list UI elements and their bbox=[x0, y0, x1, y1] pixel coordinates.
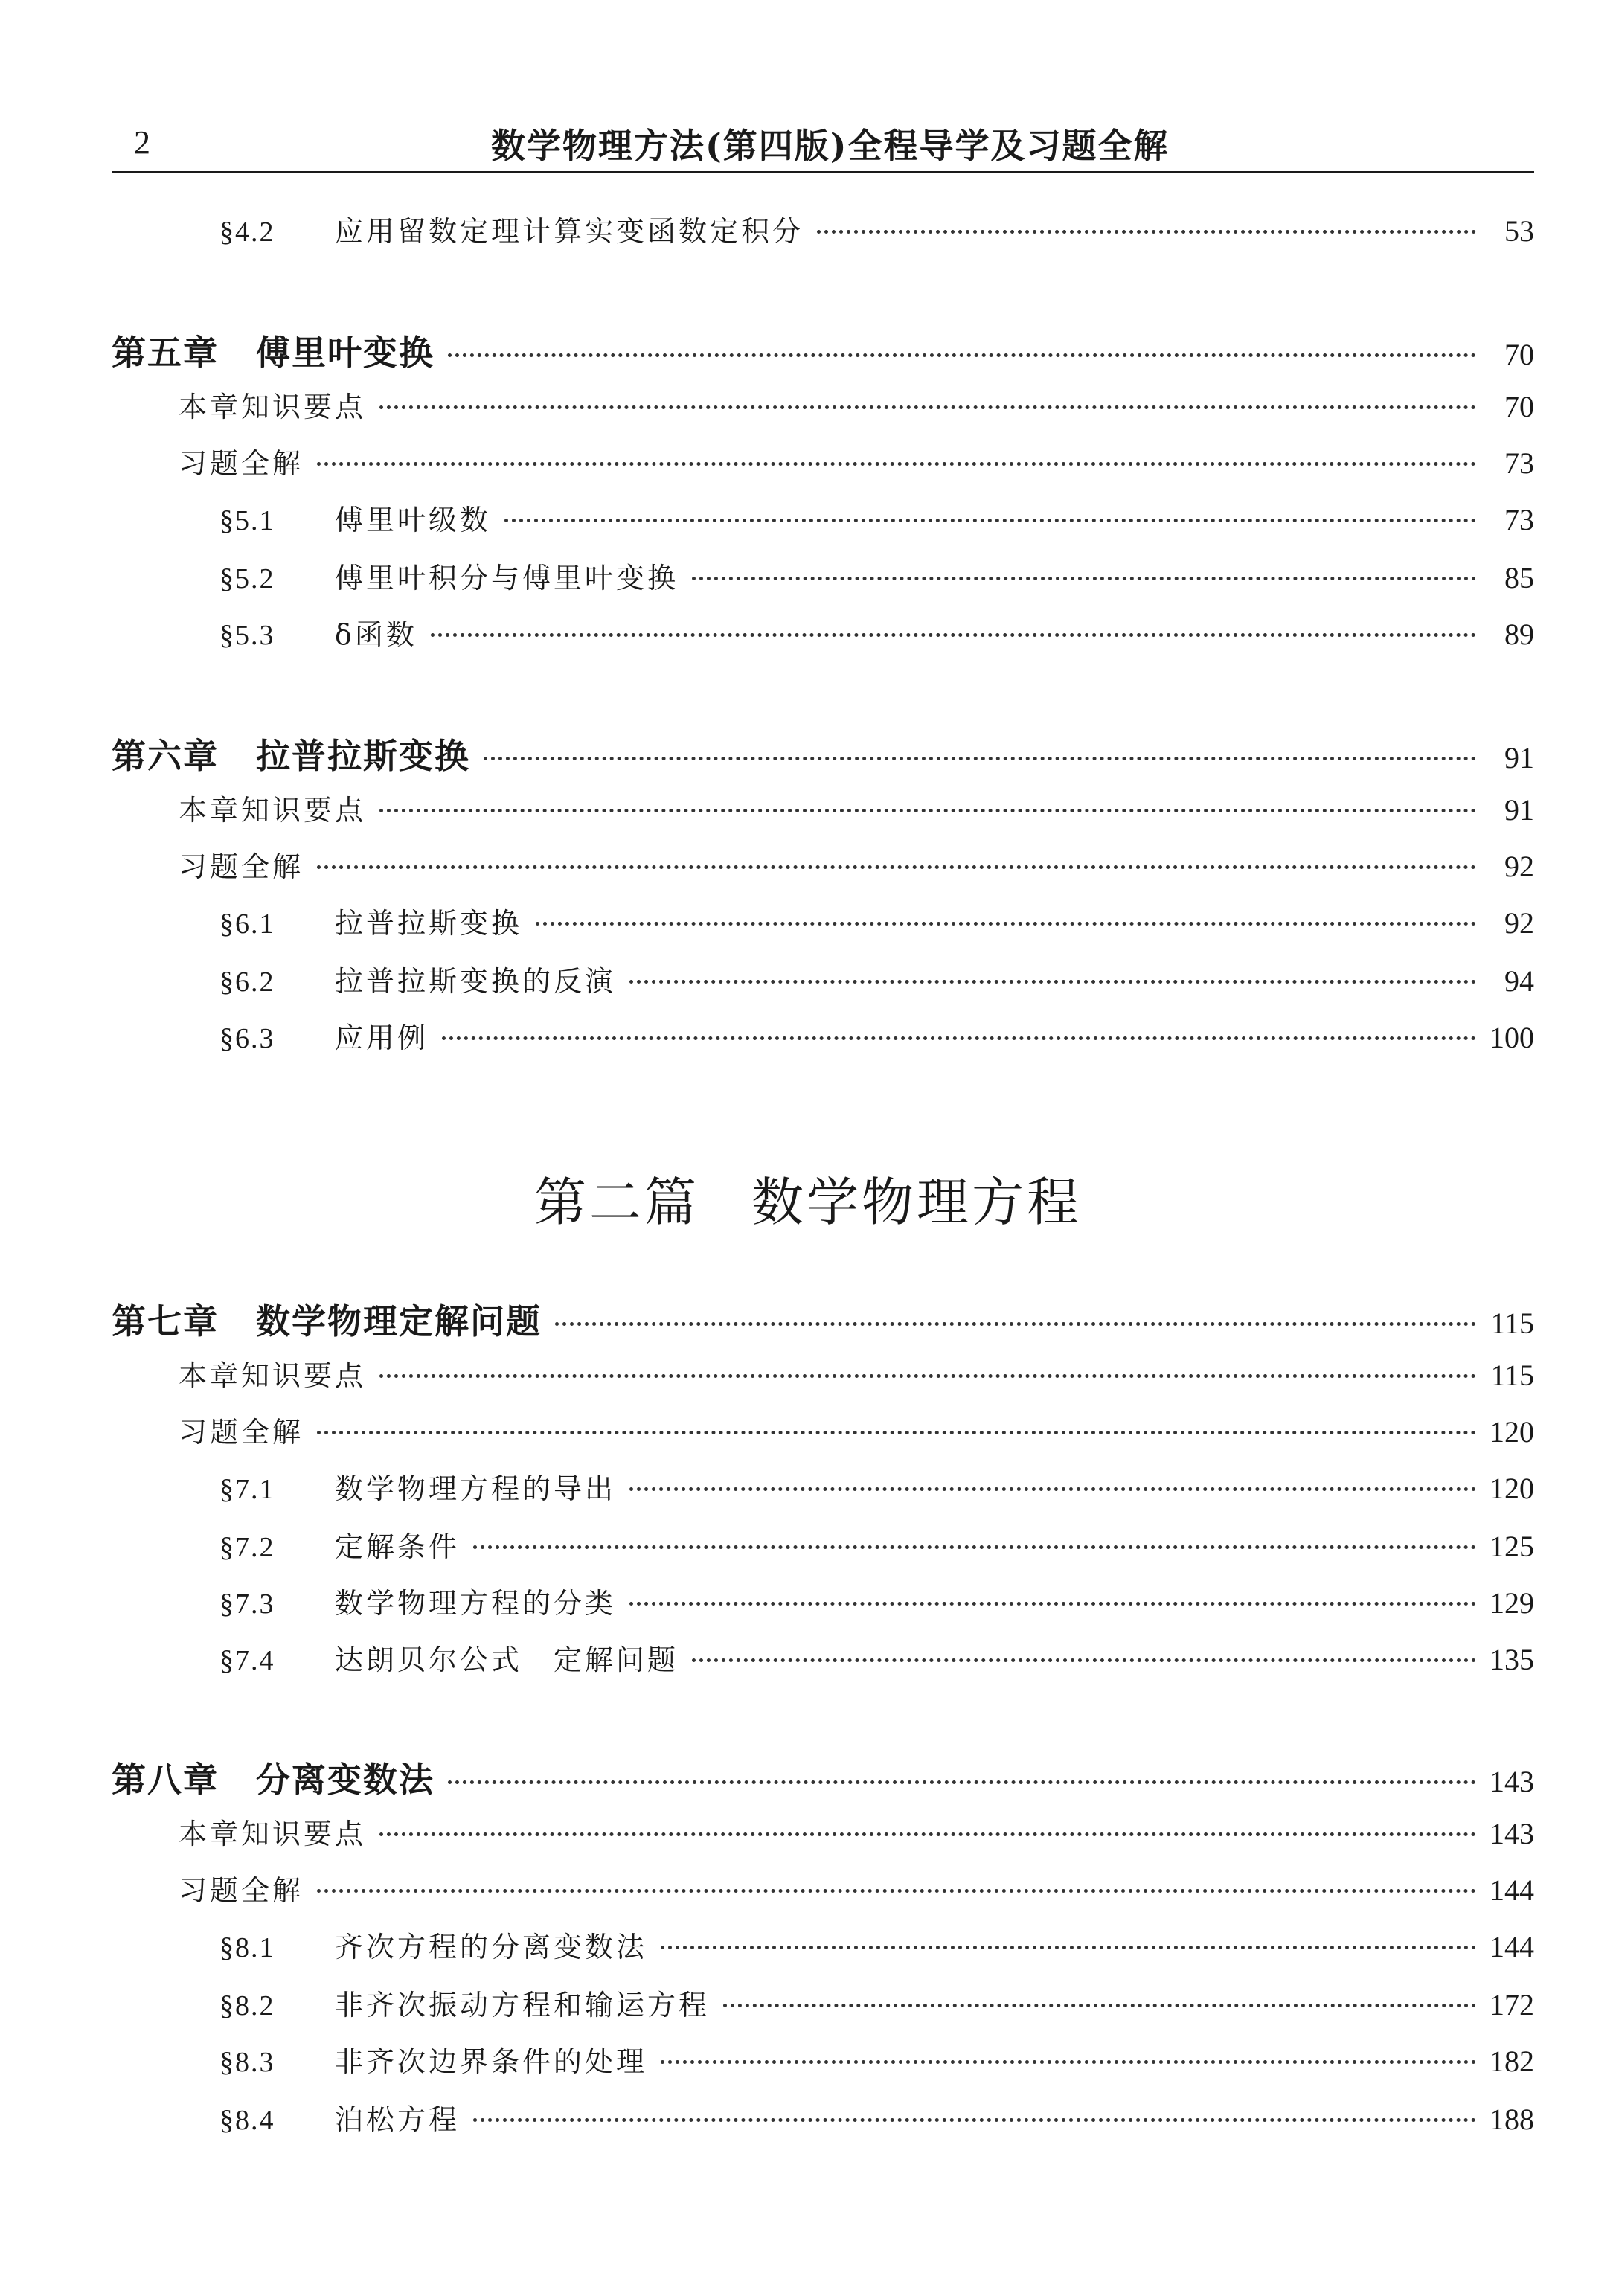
toc-sub-row bbox=[179, 440, 1534, 485]
dot-leader bbox=[317, 1889, 1476, 1893]
toc-entry-title: 泊松方程 bbox=[335, 2103, 461, 2136]
toc-page-number: 144 bbox=[1490, 1930, 1534, 1963]
toc-page-number: 135 bbox=[1490, 1643, 1534, 1676]
toc-sub-row bbox=[179, 1409, 1534, 1454]
toc-sec-row bbox=[219, 958, 1534, 1003]
toc-entry-number: 第五章 bbox=[112, 333, 219, 373]
toc-page-number: 182 bbox=[1490, 2045, 1534, 2078]
part-number: 第二篇 bbox=[534, 1172, 699, 1233]
toc-entry-title: 傅里叶积分与傅里叶变换 bbox=[335, 562, 679, 594]
toc-page-number: 144 bbox=[1490, 1873, 1534, 1907]
dot-leader bbox=[629, 1602, 1476, 1606]
toc-page-number: 92 bbox=[1504, 850, 1534, 883]
toc-entry-label bbox=[112, 1753, 435, 1802]
toc-entry-title: 数学物理定解问题 bbox=[256, 1301, 542, 1341]
toc-page-number: 143 bbox=[1490, 1765, 1534, 1798]
toc-entry-label bbox=[112, 1295, 542, 1344]
dot-leader bbox=[379, 809, 1476, 812]
toc-chapter-row bbox=[112, 1753, 1534, 1798]
dot-leader bbox=[448, 1780, 1476, 1784]
toc-entry-title: 习题全解 bbox=[179, 1874, 304, 1907]
toc-entry-label bbox=[179, 1811, 366, 1852]
toc-page-number: 92 bbox=[1504, 906, 1534, 940]
toc-entry-number: §4.2 bbox=[219, 217, 275, 248]
toc-sub-row bbox=[179, 1353, 1534, 1397]
page-number: 2 bbox=[134, 124, 150, 161]
toc-entry-number: §8.1 bbox=[219, 1932, 275, 1963]
toc-entry-number: §7.1 bbox=[219, 1474, 275, 1505]
toc-page-number: 188 bbox=[1490, 2103, 1534, 2136]
toc-entry-title: 本章知识要点 bbox=[179, 391, 367, 423]
toc-entry-title: 数学物理方程的分类 bbox=[335, 1587, 617, 1620]
toc-entry-number: §7.3 bbox=[219, 1588, 275, 1620]
book-title: 数学物理方法(第四版)全程导学及习题全解 bbox=[491, 126, 1170, 166]
toc-sub-row bbox=[179, 384, 1534, 429]
toc-page-number: 143 bbox=[1490, 1817, 1534, 1850]
toc-entry-label bbox=[219, 1524, 460, 1565]
dot-leader bbox=[317, 1431, 1476, 1434]
toc-entry-label bbox=[219, 1637, 679, 1678]
toc-entry-label bbox=[179, 440, 304, 481]
toc-entry-title: 傅里叶级数 bbox=[335, 504, 492, 536]
toc-entry-number: §6.2 bbox=[219, 966, 275, 998]
toc-page-number: 120 bbox=[1490, 1415, 1534, 1449]
toc-entry-number: 第八章 bbox=[112, 1760, 219, 1800]
toc-entry-number: §8.4 bbox=[219, 2105, 275, 2136]
toc-sec-row bbox=[219, 1524, 1534, 1568]
dot-leader bbox=[692, 577, 1476, 580]
toc-entry-title: 齐次方程的分离变数法 bbox=[335, 1931, 648, 1963]
toc-sec-row bbox=[219, 1982, 1534, 2027]
toc-page-number: 70 bbox=[1504, 390, 1534, 423]
toc-entry-label bbox=[219, 1015, 429, 1056]
toc-entry-title: 定解条件 bbox=[335, 1530, 461, 1563]
toc-entry-label bbox=[219, 958, 616, 999]
toc-entry-label bbox=[219, 497, 491, 538]
toc-entry-number: §8.2 bbox=[219, 1990, 275, 2021]
part-name: 数学物理方程 bbox=[751, 1172, 1082, 1233]
dot-leader bbox=[555, 1322, 1476, 1326]
toc-entry-title: 拉普拉斯变换 bbox=[256, 736, 470, 776]
toc-sec-row bbox=[219, 1015, 1534, 1059]
toc-entry-label bbox=[219, 1466, 616, 1507]
toc-sub-row bbox=[179, 1867, 1534, 1912]
toc-entry-label bbox=[179, 1867, 304, 1908]
toc-entry-number: §5.1 bbox=[219, 505, 275, 536]
dot-leader bbox=[629, 980, 1476, 984]
toc-page-number: 120 bbox=[1490, 1472, 1534, 1505]
toc-page-number: 91 bbox=[1504, 741, 1534, 775]
toc-entry-title: 本章知识要点 bbox=[179, 1818, 367, 1850]
dot-leader bbox=[661, 2060, 1476, 2064]
toc-sec-row bbox=[219, 1637, 1534, 1681]
toc-entry-label bbox=[179, 1409, 304, 1450]
toc-chapter-row bbox=[112, 1295, 1534, 1339]
toc-entry-number: §6.3 bbox=[219, 1023, 275, 1054]
toc-entry-label bbox=[219, 1982, 710, 2023]
toc-entry-title: 应用留数定理计算实变函数定积分 bbox=[335, 215, 804, 248]
toc-entry-title: 习题全解 bbox=[179, 850, 304, 883]
toc-entry-title: 习题全解 bbox=[179, 447, 304, 480]
toc-entry-label bbox=[112, 326, 435, 375]
toc-entry-label bbox=[219, 1580, 616, 1621]
toc-entry-number: §7.2 bbox=[219, 1532, 275, 1563]
toc-entry-label bbox=[179, 1353, 366, 1394]
toc-entry-label bbox=[179, 844, 304, 885]
dot-leader bbox=[379, 1832, 1476, 1836]
dot-leader bbox=[536, 922, 1476, 926]
dot-leader bbox=[473, 2118, 1476, 2122]
toc-entry-title: 非齐次振动方程和输运方程 bbox=[335, 1989, 711, 2021]
toc-sec-row bbox=[219, 208, 1534, 253]
toc-page-number: 73 bbox=[1504, 503, 1534, 536]
toc-entry-label bbox=[219, 2097, 460, 2138]
toc-entry-title: 本章知识要点 bbox=[179, 794, 367, 827]
toc-sub-row bbox=[179, 787, 1534, 832]
dot-leader bbox=[629, 1487, 1476, 1491]
toc-sec-row bbox=[219, 612, 1534, 656]
toc-sec-row bbox=[219, 1580, 1534, 1625]
toc-page-number: 94 bbox=[1504, 964, 1534, 998]
toc-entry-title: 非齐次边界条件的处理 bbox=[335, 2045, 648, 2078]
toc-page-number: 73 bbox=[1504, 446, 1534, 480]
toc-entry-label bbox=[179, 384, 366, 425]
toc-sub-row bbox=[179, 844, 1534, 888]
dot-leader bbox=[661, 1946, 1476, 1949]
toc-sub-row bbox=[179, 1811, 1534, 1856]
toc-entry-label bbox=[219, 555, 679, 596]
toc-page-number: 91 bbox=[1504, 793, 1534, 827]
dot-leader bbox=[504, 519, 1476, 522]
toc-page-number: 125 bbox=[1490, 1530, 1534, 1563]
toc-sec-row bbox=[219, 2097, 1534, 2141]
dot-leader bbox=[692, 1658, 1476, 1662]
toc-entry-label bbox=[219, 900, 522, 941]
toc-sec-row bbox=[219, 900, 1534, 945]
toc-entry-number: 第七章 bbox=[112, 1301, 219, 1341]
toc-entry-number: §8.3 bbox=[219, 2047, 275, 2078]
toc-page-number: 115 bbox=[1490, 1359, 1534, 1392]
toc-entry-title: 数学物理方程的导出 bbox=[335, 1472, 617, 1505]
dot-leader bbox=[317, 865, 1476, 869]
toc-entry-label bbox=[112, 729, 470, 778]
toc-entry-label bbox=[179, 787, 366, 828]
toc-sec-row bbox=[219, 1466, 1534, 1510]
toc-sec-row bbox=[219, 555, 1534, 600]
toc-chapter-row bbox=[112, 326, 1534, 371]
toc-entry-label bbox=[219, 208, 804, 249]
toc-entry-title: δ函数 bbox=[335, 618, 417, 651]
toc-entry-title: 习题全解 bbox=[179, 1416, 304, 1449]
toc-sec-row bbox=[219, 497, 1534, 542]
toc-chapter-row bbox=[112, 729, 1534, 774]
toc-entry-label bbox=[219, 612, 417, 652]
toc-page-number: 172 bbox=[1490, 1988, 1534, 2021]
dot-leader bbox=[473, 1545, 1476, 1549]
dot-leader bbox=[442, 1036, 1476, 1040]
dot-leader bbox=[817, 230, 1476, 234]
part-title bbox=[0, 1161, 1616, 1236]
toc-sec-row bbox=[219, 1924, 1534, 1969]
toc-entry-number: §5.3 bbox=[219, 620, 275, 651]
toc-entry-number: 第六章 bbox=[112, 736, 219, 776]
dot-leader bbox=[431, 633, 1476, 637]
toc-entry-title: 傅里叶变换 bbox=[256, 333, 435, 373]
dot-leader bbox=[317, 462, 1476, 466]
toc-entry-number: §5.2 bbox=[219, 563, 275, 594]
toc-page-number: 89 bbox=[1504, 618, 1534, 651]
dot-leader bbox=[484, 757, 1476, 760]
dot-leader bbox=[448, 353, 1476, 357]
toc-sec-row bbox=[219, 2039, 1534, 2083]
page-header bbox=[112, 112, 1534, 173]
toc-entry-title: 分离变数法 bbox=[256, 1760, 435, 1800]
toc-page-number: 129 bbox=[1490, 1586, 1534, 1620]
dot-leader bbox=[723, 2004, 1476, 2007]
dot-leader bbox=[379, 1374, 1476, 1378]
toc-entry-number: §6.1 bbox=[219, 908, 275, 940]
toc-entry-title: 拉普拉斯变换 bbox=[335, 907, 523, 940]
toc-page-number: 100 bbox=[1490, 1021, 1534, 1054]
toc-page-number: 53 bbox=[1504, 214, 1534, 248]
toc-entry-title: 达朗贝尔公式 定解问题 bbox=[335, 1644, 679, 1676]
toc-page-number: 115 bbox=[1490, 1306, 1534, 1340]
toc-entry-title: 本章知识要点 bbox=[179, 1359, 367, 1392]
dot-leader bbox=[379, 405, 1476, 409]
toc-entry-title: 拉普拉斯变换的反演 bbox=[335, 965, 617, 998]
toc-page-number: 70 bbox=[1504, 338, 1534, 371]
toc-entry-label bbox=[219, 2039, 647, 2079]
toc-page-number: 85 bbox=[1504, 561, 1534, 594]
toc-entry-title: 应用例 bbox=[335, 1022, 429, 1054]
toc-entry-label bbox=[219, 1924, 647, 1965]
toc-entry-number: §7.4 bbox=[219, 1645, 275, 1676]
